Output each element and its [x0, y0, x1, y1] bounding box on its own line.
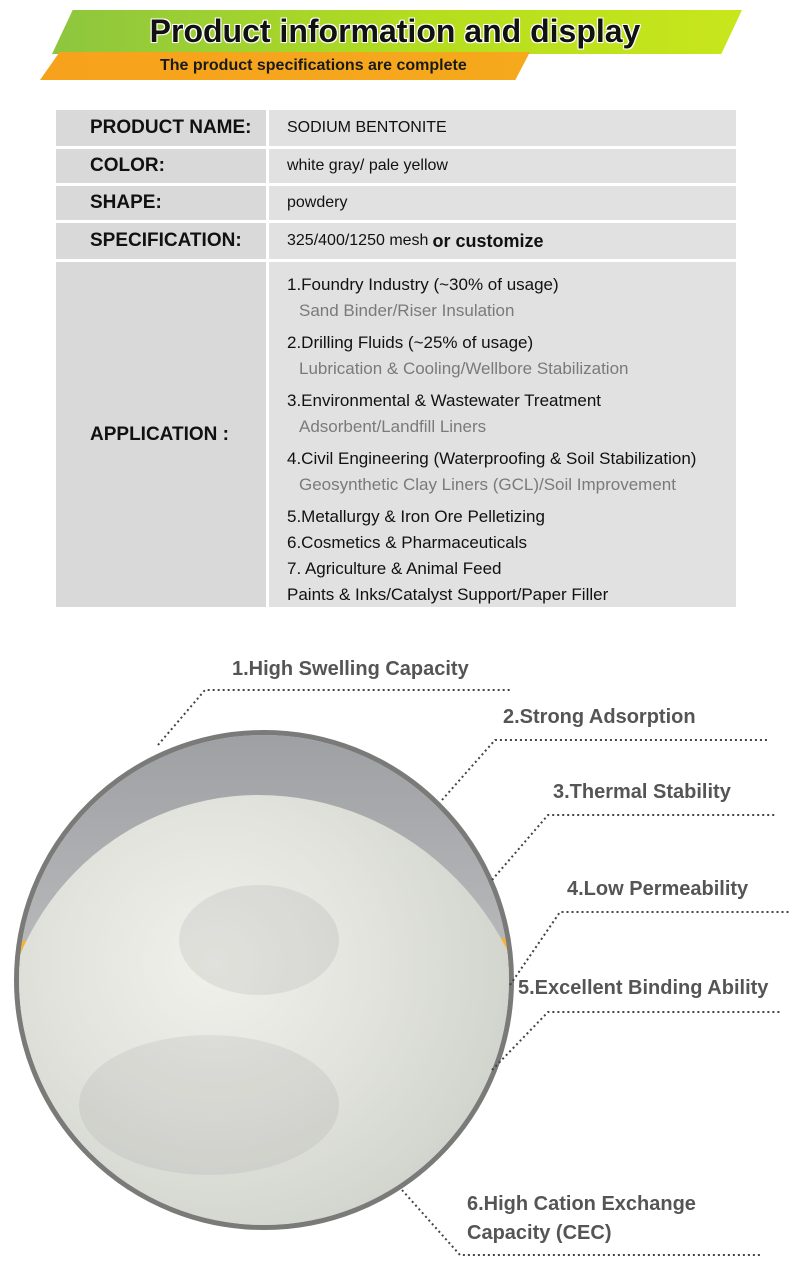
spec-value: powdery [269, 186, 736, 220]
spec-label: PRODUCT NAME: [56, 110, 266, 146]
spec-label: SHAPE: [56, 186, 266, 220]
application-item: 6.Cosmetics & Pharmaceuticals [287, 533, 527, 552]
feature-label: 6.High Cation Exchange [467, 1193, 696, 1215]
page-subtitle: The product specifications are complete [160, 57, 467, 74]
application-item: 7. Agriculture & Animal Feed [287, 559, 502, 578]
feature-label: 2.Strong Adsorption [503, 706, 696, 728]
application-detail: Geosynthetic Clay Liners (GCL)/Soil Improvement [299, 475, 676, 494]
application-item: 1.Foundry Industry (~30% of usage) [287, 275, 559, 294]
application-item: 4.Civil Engineering (Waterproofing & Soil Stabilization) [287, 449, 697, 468]
page-title: Product information and display [149, 13, 641, 49]
feature-label: 4.Low Permeability [567, 878, 749, 900]
spec-label: APPLICATION : [56, 262, 266, 607]
application-item: Paints & Inks/Catalyst Support/Paper Filler [287, 585, 609, 604]
spec-value-customize: or customize [432, 230, 544, 251]
feature-label: Capacity (CEC) [467, 1222, 612, 1244]
feature-label: 1.High Swelling Capacity [232, 658, 469, 680]
spec-label: SPECIFICATION: [56, 223, 266, 259]
application-item: 3.Environmental & Wastewater Treatment [287, 391, 602, 410]
application-item: 2.Drilling Fluids (~25% of usage) [287, 333, 534, 352]
application-detail: Adsorbent/Landfill Liners [299, 417, 487, 436]
spec-value: SODIUM BENTONITE [269, 110, 736, 146]
application-detail: Sand Binder/Riser Insulation [299, 301, 515, 320]
application-item: 5.Metallurgy & Iron Ore Pelletizing [287, 507, 545, 526]
feature-label: 3.Thermal Stability [553, 781, 731, 803]
feature-label: 5.Excellent Binding Ability [518, 977, 769, 999]
spec-value-mesh: 325/400/1250 mesh [287, 232, 429, 249]
spec-label: COLOR: [56, 149, 266, 183]
spec-value: white gray/ pale yellow [269, 149, 736, 183]
application-detail: Lubrication & Cooling/Wellbore Stabilization [299, 359, 629, 378]
